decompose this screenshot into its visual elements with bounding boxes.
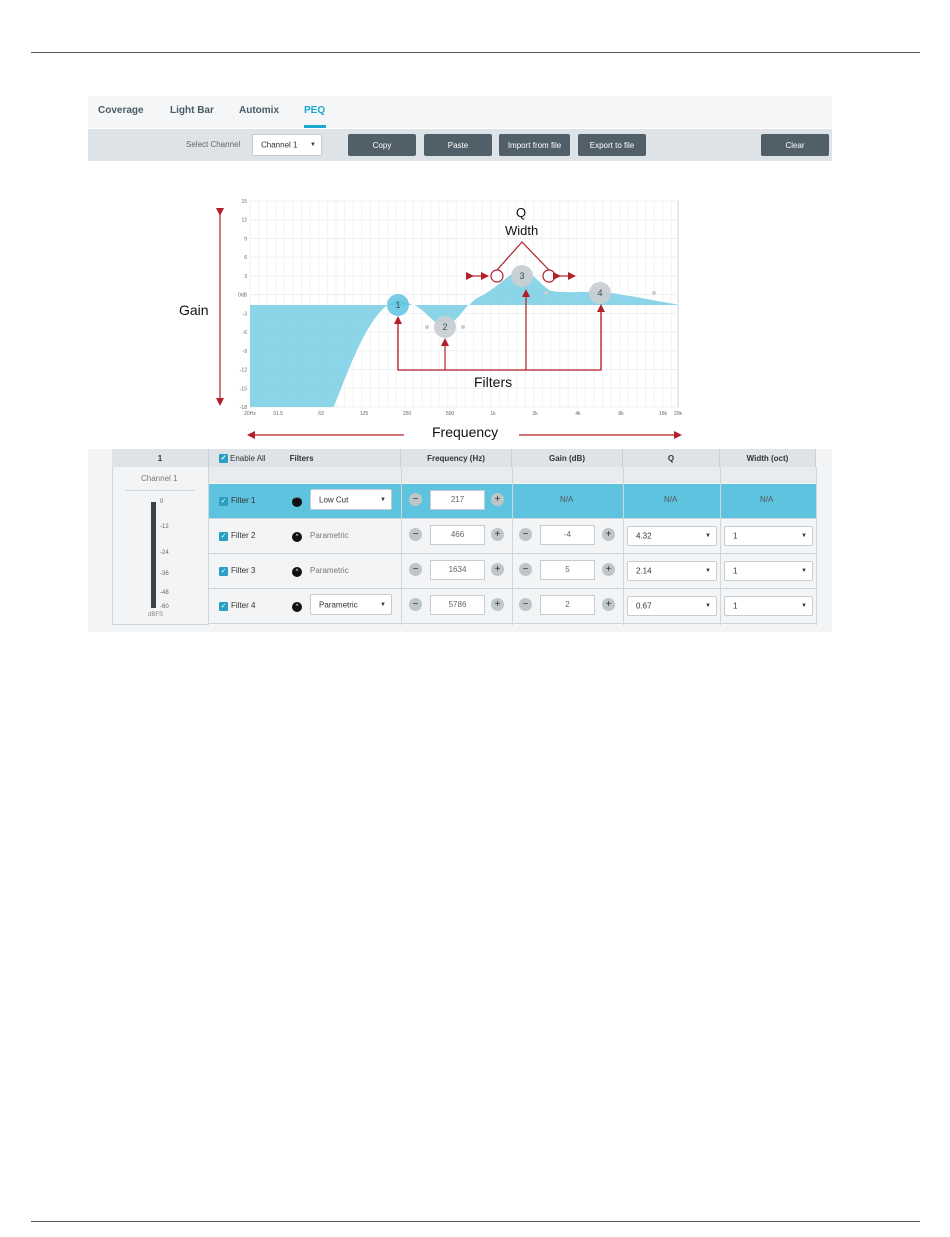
handle-label-4: 4 (597, 288, 603, 298)
filter-type-label: Parametric (310, 531, 349, 540)
width-select[interactable] (724, 596, 813, 616)
q-value: 0.67 (636, 601, 652, 611)
paste-button[interactable]: Paste (424, 134, 492, 156)
filter-enable-checkbox[interactable]: ✓ (220, 568, 227, 575)
filter-enable-checkbox[interactable]: ✓ (220, 498, 227, 505)
filter-type-icon: ^ (292, 567, 302, 577)
chevron-down-icon: ▼ (705, 603, 711, 609)
channel-name: Channel 1 (141, 474, 178, 483)
filter-type-value: Low Cut (319, 495, 349, 504)
y-tick-label: -9 (242, 348, 247, 355)
filter-type-value: Parametric (319, 600, 358, 609)
tab-light-bar[interactable]: Light Bar (170, 105, 214, 116)
filter-handle-3[interactable] (511, 265, 533, 287)
increase-gain-button[interactable]: + (602, 528, 615, 541)
width-value: 1 (733, 601, 738, 611)
column-divider (623, 467, 624, 625)
handle-label-1: 1 (395, 300, 401, 310)
y-tick-label: -12 (239, 367, 247, 374)
q-select[interactable] (627, 596, 717, 616)
width-header: Width (oct) (720, 449, 816, 467)
width-select[interactable] (724, 561, 813, 581)
x-tick-label: 31.5 (273, 411, 283, 417)
x-axis-ticks (244, 411, 682, 417)
decrease-frequency-button[interactable]: − (409, 528, 422, 541)
y-tick-label: 3 (244, 273, 247, 280)
y-tick-label: 0dB (238, 292, 247, 299)
q-select[interactable] (627, 526, 717, 546)
y-axis-ticks (238, 199, 248, 411)
chevron-down-icon: ▼ (380, 496, 386, 503)
x-tick-label: 2k (532, 411, 538, 417)
meter-tick-label: -12 (160, 524, 169, 530)
y-tick-label: -18 (239, 405, 247, 411)
tab-coverage[interactable]: Coverage (98, 105, 144, 116)
frequency-input[interactable]: 5786 (430, 595, 485, 615)
filters-header-label: Filters (289, 453, 314, 463)
clear-button[interactable]: Clear (761, 134, 829, 156)
increase-frequency-button[interactable]: + (491, 493, 504, 506)
select-channel-label: Select Channel (186, 140, 241, 149)
q-value: N/A (664, 495, 678, 504)
gain-input[interactable]: 2 (540, 595, 595, 615)
y-tick-label: 15 (241, 199, 247, 205)
gain-header: Gain (dB) (512, 449, 623, 467)
frequency-input[interactable]: 466 (430, 525, 485, 545)
filter-name: Filter 1 (231, 496, 256, 505)
y-tick-label: -6 (242, 330, 247, 337)
increase-gain-button[interactable]: + (602, 598, 615, 611)
x-tick-label: 250 (402, 411, 412, 417)
decrease-frequency-button[interactable]: − (409, 493, 422, 506)
filter-name: Filter 2 (231, 531, 256, 540)
decrease-gain-button[interactable]: − (519, 528, 532, 541)
width-value: N/A (760, 495, 774, 504)
column-divider (401, 467, 402, 625)
column-divider (512, 467, 513, 625)
chevron-down-icon: ▼ (801, 603, 807, 609)
chevron-down-icon: ▼ (801, 568, 807, 574)
meter-tick-label: -48 (160, 590, 169, 596)
x-tick-label: 500 (445, 411, 455, 417)
q-handle-dot[interactable] (425, 325, 429, 329)
meter-tick-label: 0 (160, 499, 164, 505)
filter-name: Filter 4 (231, 601, 256, 610)
x-tick-label: 20Hz (244, 411, 256, 417)
q-value: 4.32 (636, 531, 652, 541)
enable-all-checkbox[interactable]: ✓ (220, 454, 227, 462)
chevron-down-icon: ▼ (705, 568, 711, 574)
decrease-frequency-button[interactable]: − (409, 563, 422, 576)
channel-number-header: 1 (112, 449, 209, 467)
gain-input[interactable]: 5 (540, 560, 595, 580)
q-value: 2.14 (636, 566, 652, 576)
chevron-down-icon: ▼ (801, 533, 807, 539)
filter-handle-2[interactable] (434, 316, 456, 338)
import-button[interactable]: Import from file (499, 134, 570, 156)
decrease-gain-button[interactable]: − (519, 598, 532, 611)
frequency-annotation: Frequency (432, 424, 499, 440)
q-handle-dot[interactable] (544, 291, 548, 295)
increase-frequency-button[interactable]: + (491, 563, 504, 576)
enable-all-label: Enable All (230, 453, 266, 463)
handle-label-3: 3 (519, 271, 525, 281)
y-tick-label: -15 (239, 386, 247, 393)
x-tick-label: 16k (658, 411, 668, 417)
y-tick-label: 9 (244, 236, 247, 243)
gain-annotation: Gain (179, 302, 209, 318)
channel-divider (125, 490, 195, 491)
chevron-down-icon: ▼ (705, 533, 711, 539)
x-tick-label: 125 (359, 411, 369, 417)
tab-automix[interactable]: Automix (239, 105, 279, 116)
filter-enable-checkbox[interactable]: ✓ (220, 533, 227, 540)
q-header: Q (623, 449, 720, 467)
level-meter (151, 502, 156, 608)
tab-peq[interactable]: PEQ (304, 105, 326, 116)
q-annotation: Q (516, 205, 527, 220)
frequency-input[interactable]: 217 (430, 490, 485, 510)
filter-type-icon: ^ (292, 602, 302, 612)
channel-select-value: Channel 1 (261, 140, 298, 150)
increase-gain-button[interactable]: + (602, 563, 615, 576)
width-value: 1 (733, 531, 738, 541)
filter-enable-checkbox[interactable]: ✓ (220, 603, 227, 610)
x-tick-label: 1k (490, 411, 496, 417)
chevron-down-icon: ▼ (380, 601, 386, 608)
filter-type-select[interactable] (310, 594, 392, 615)
filter-handle-4[interactable] (589, 282, 611, 304)
decrease-frequency-button[interactable]: − (409, 598, 422, 611)
decrease-gain-button[interactable]: − (519, 563, 532, 576)
x-tick-label: 63 (318, 411, 324, 417)
filter-type-select[interactable] (310, 489, 392, 510)
y-tick-label: 6 (244, 255, 247, 262)
q-handle-dot[interactable] (461, 325, 465, 329)
filter-name: Filter 3 (231, 566, 256, 575)
width-value: 1 (733, 566, 738, 576)
gain-input[interactable]: -4 (540, 525, 595, 545)
filter-type-icon: ^ (292, 532, 302, 542)
frequency-input[interactable]: 1634 (430, 560, 485, 580)
x-tick-label: 8k (618, 411, 624, 417)
column-divider (720, 467, 721, 625)
column-divider (816, 467, 817, 625)
bottom-rule (31, 1221, 920, 1222)
meter-tick-label: -36 (160, 571, 169, 577)
q-select[interactable] (627, 561, 717, 581)
increase-frequency-button[interactable]: + (491, 528, 504, 541)
meter-tick-label: -60 (160, 604, 169, 610)
x-tick-label: 4k (575, 411, 581, 417)
width-select[interactable] (724, 526, 813, 546)
copy-button[interactable]: Copy (348, 134, 416, 156)
meter-tick-label: -24 (160, 550, 169, 556)
gain-value: N/A (560, 495, 574, 504)
frequency-header: Frequency (Hz) (401, 449, 512, 467)
export-button[interactable]: Export to file (578, 134, 646, 156)
increase-frequency-button[interactable]: + (491, 598, 504, 611)
chevron-down-icon: ▼ (310, 142, 316, 148)
filter-handle-1[interactable] (387, 294, 409, 316)
y-tick-label: -3 (242, 311, 247, 318)
meter-unit: dBFS (148, 612, 164, 618)
width-annotation: Width (505, 223, 539, 238)
x-tick-label: 20k (673, 411, 683, 417)
filters-annotation: Filters (474, 374, 513, 390)
q-handle-dot[interactable] (652, 291, 656, 295)
filter-type-icon: ⌒ (293, 499, 300, 505)
filter-type-label: Parametric (310, 566, 349, 575)
y-tick-label: 12 (241, 217, 247, 224)
handle-label-2: 2 (442, 322, 448, 332)
enable-all-header (209, 449, 401, 467)
